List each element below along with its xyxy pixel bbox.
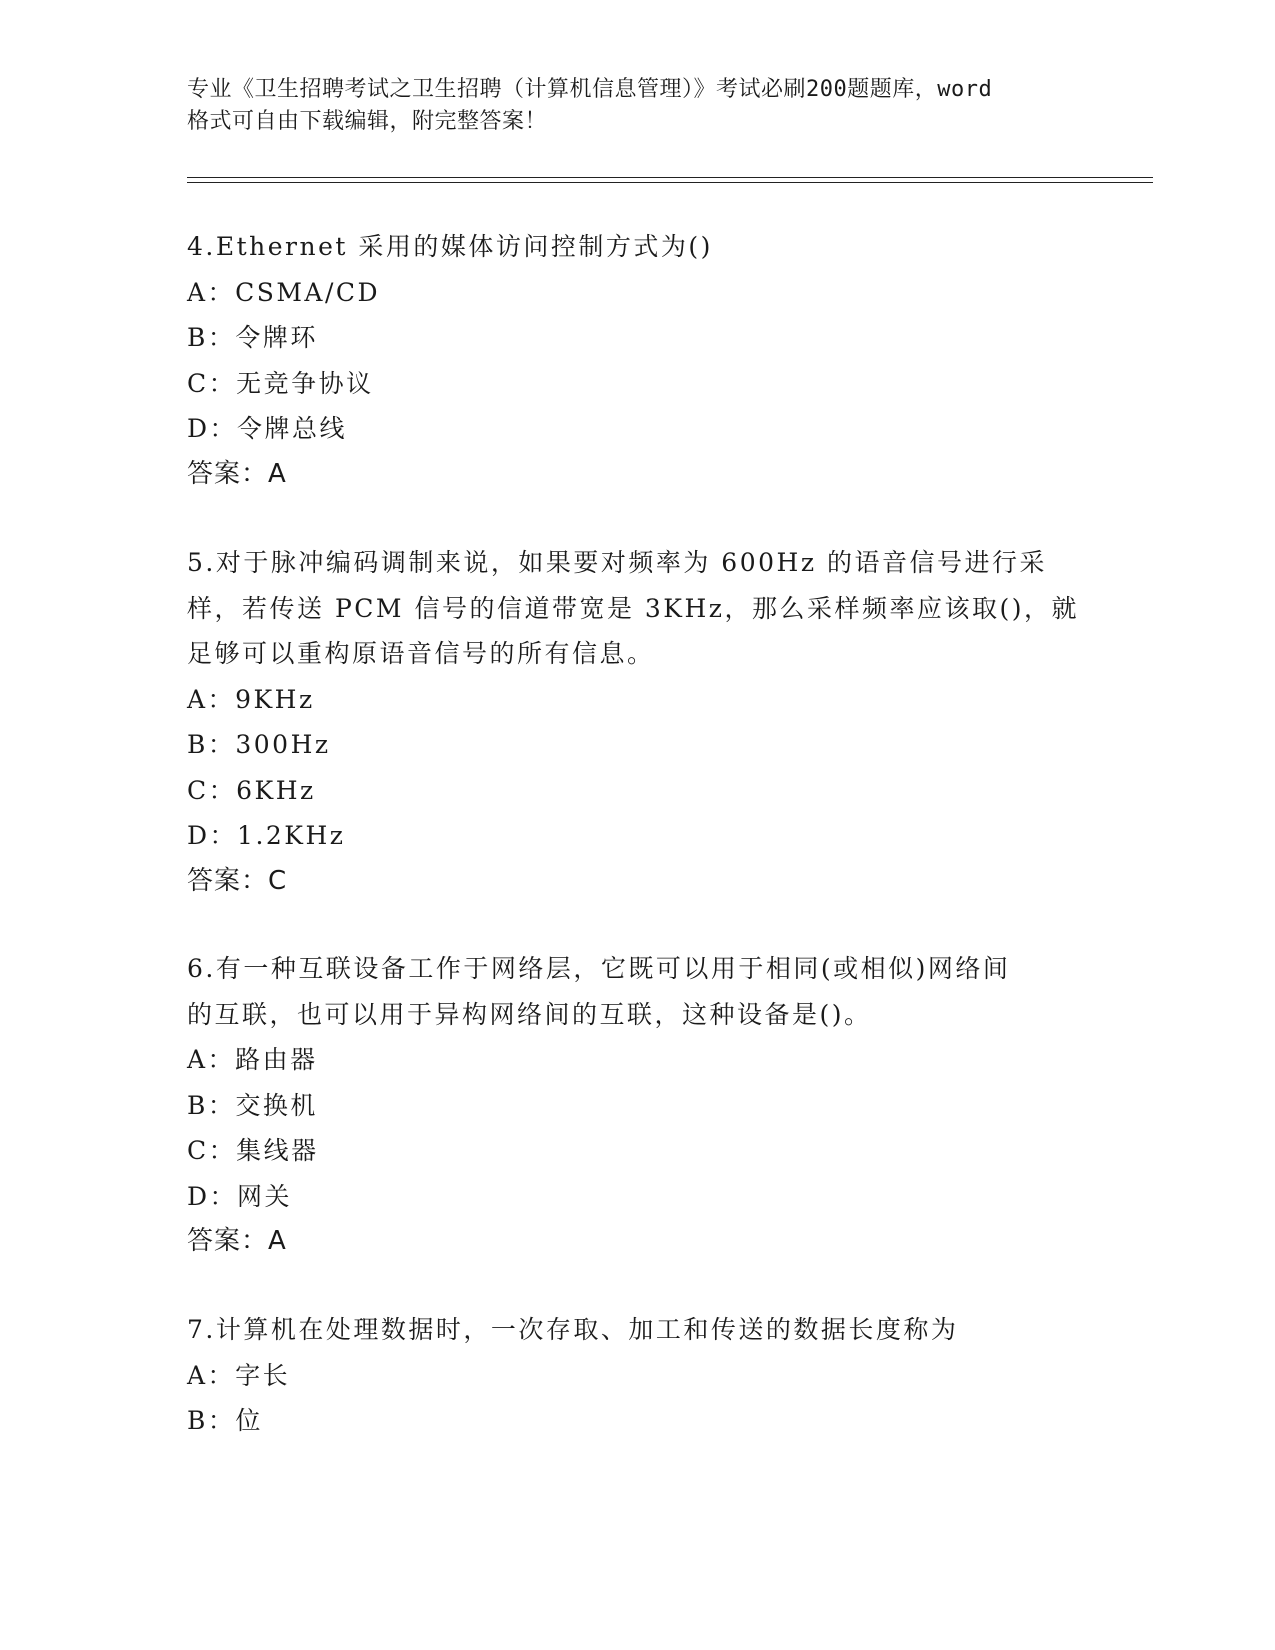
option-d: [187, 813, 1087, 859]
option-text: 无竞争协议: [236, 368, 374, 398]
option-b: [187, 315, 1087, 361]
option-label: A：: [187, 684, 236, 714]
header-divider-bottom: [187, 182, 1153, 183]
option-a: [187, 677, 1087, 723]
header-line-1: 专业《卫生招聘考试之卫生招聘（计算机信息管理）》考试必刷200题题库，word: [187, 77, 993, 102]
option-label: C：: [187, 1136, 237, 1165]
question-text: 4.Ethernet 采用的媒体访问控制方式为(): [187, 232, 713, 261]
option-label: A：: [187, 1045, 236, 1074]
question-text: 样，若传送 PCM 信号的信道带宽是 3KHz，那么采样频率应该取()，就: [187, 593, 1079, 623]
option-text: 字长: [235, 1360, 291, 1390]
option-label: D：: [187, 414, 238, 443]
header-divider-top: [187, 177, 1153, 178]
option-text: 300Hz: [235, 730, 331, 759]
option-a: [187, 1037, 1087, 1083]
option-label: B：: [187, 1090, 236, 1120]
option-d: [187, 1174, 1087, 1220]
header-line-2: 格式可自由下载编辑，附完整答案！: [187, 109, 548, 134]
option-text: 9KHz: [235, 684, 315, 714]
answer-line: 答案：C: [187, 865, 288, 896]
question-text: 5.对于脉冲编码调制来说，如果要对频率为 600Hz 的语音信号进行采: [187, 548, 1047, 577]
option-text: 交换机: [235, 1090, 318, 1120]
option-label: A：: [187, 277, 236, 307]
option-text: CSMA/CD: [235, 277, 381, 307]
option-label: D：: [187, 1181, 238, 1211]
option-label: A：: [187, 1360, 236, 1390]
option-c: [187, 768, 1087, 814]
option-text: 6KHz: [236, 775, 316, 805]
option-text: 集线器: [236, 1136, 319, 1165]
option-text: 1.2KHz: [237, 821, 346, 850]
question-7: [187, 1307, 1087, 1444]
answer-line: 答案：A: [187, 1226, 287, 1256]
option-label: B：: [187, 1406, 236, 1435]
option-text: 路由器: [235, 1045, 318, 1074]
option-b: [187, 1398, 1087, 1444]
question-text: 的互联，也可以用于异构网络间的互联，这种设备是()。: [187, 999, 872, 1029]
option-label: D：: [187, 821, 238, 850]
option-text: 位: [235, 1406, 263, 1435]
option-label: B：: [187, 730, 236, 759]
option-a: [187, 1353, 1087, 1399]
option-label: B：: [187, 323, 236, 352]
question-text: 6.有一种互联设备工作于网络层，它既可以用于相同(或相似)网络间: [187, 954, 1011, 983]
option-c: [187, 1128, 1087, 1174]
option-label: C：: [187, 775, 237, 805]
question-text: 足够可以重构原语音信号的所有信息。: [187, 639, 655, 668]
option-c: [187, 361, 1087, 407]
option-label: C：: [187, 368, 237, 398]
option-text: 令牌总线: [237, 414, 348, 443]
option-text: 令牌环: [235, 323, 318, 352]
option-b: [187, 722, 1087, 768]
question-4: [187, 224, 1087, 497]
option-b: [187, 1083, 1087, 1129]
question-text: 7.计算机在处理数据时，一次存取、加工和传送的数据长度称为: [187, 1315, 959, 1344]
option-a: [187, 270, 1087, 316]
document-header: [187, 74, 1087, 138]
question-5: [187, 540, 1087, 904]
option-text: 网关: [237, 1181, 293, 1211]
option-d: [187, 406, 1087, 452]
answer-line: 答案：A: [187, 458, 287, 489]
question-6: [187, 946, 1087, 1265]
